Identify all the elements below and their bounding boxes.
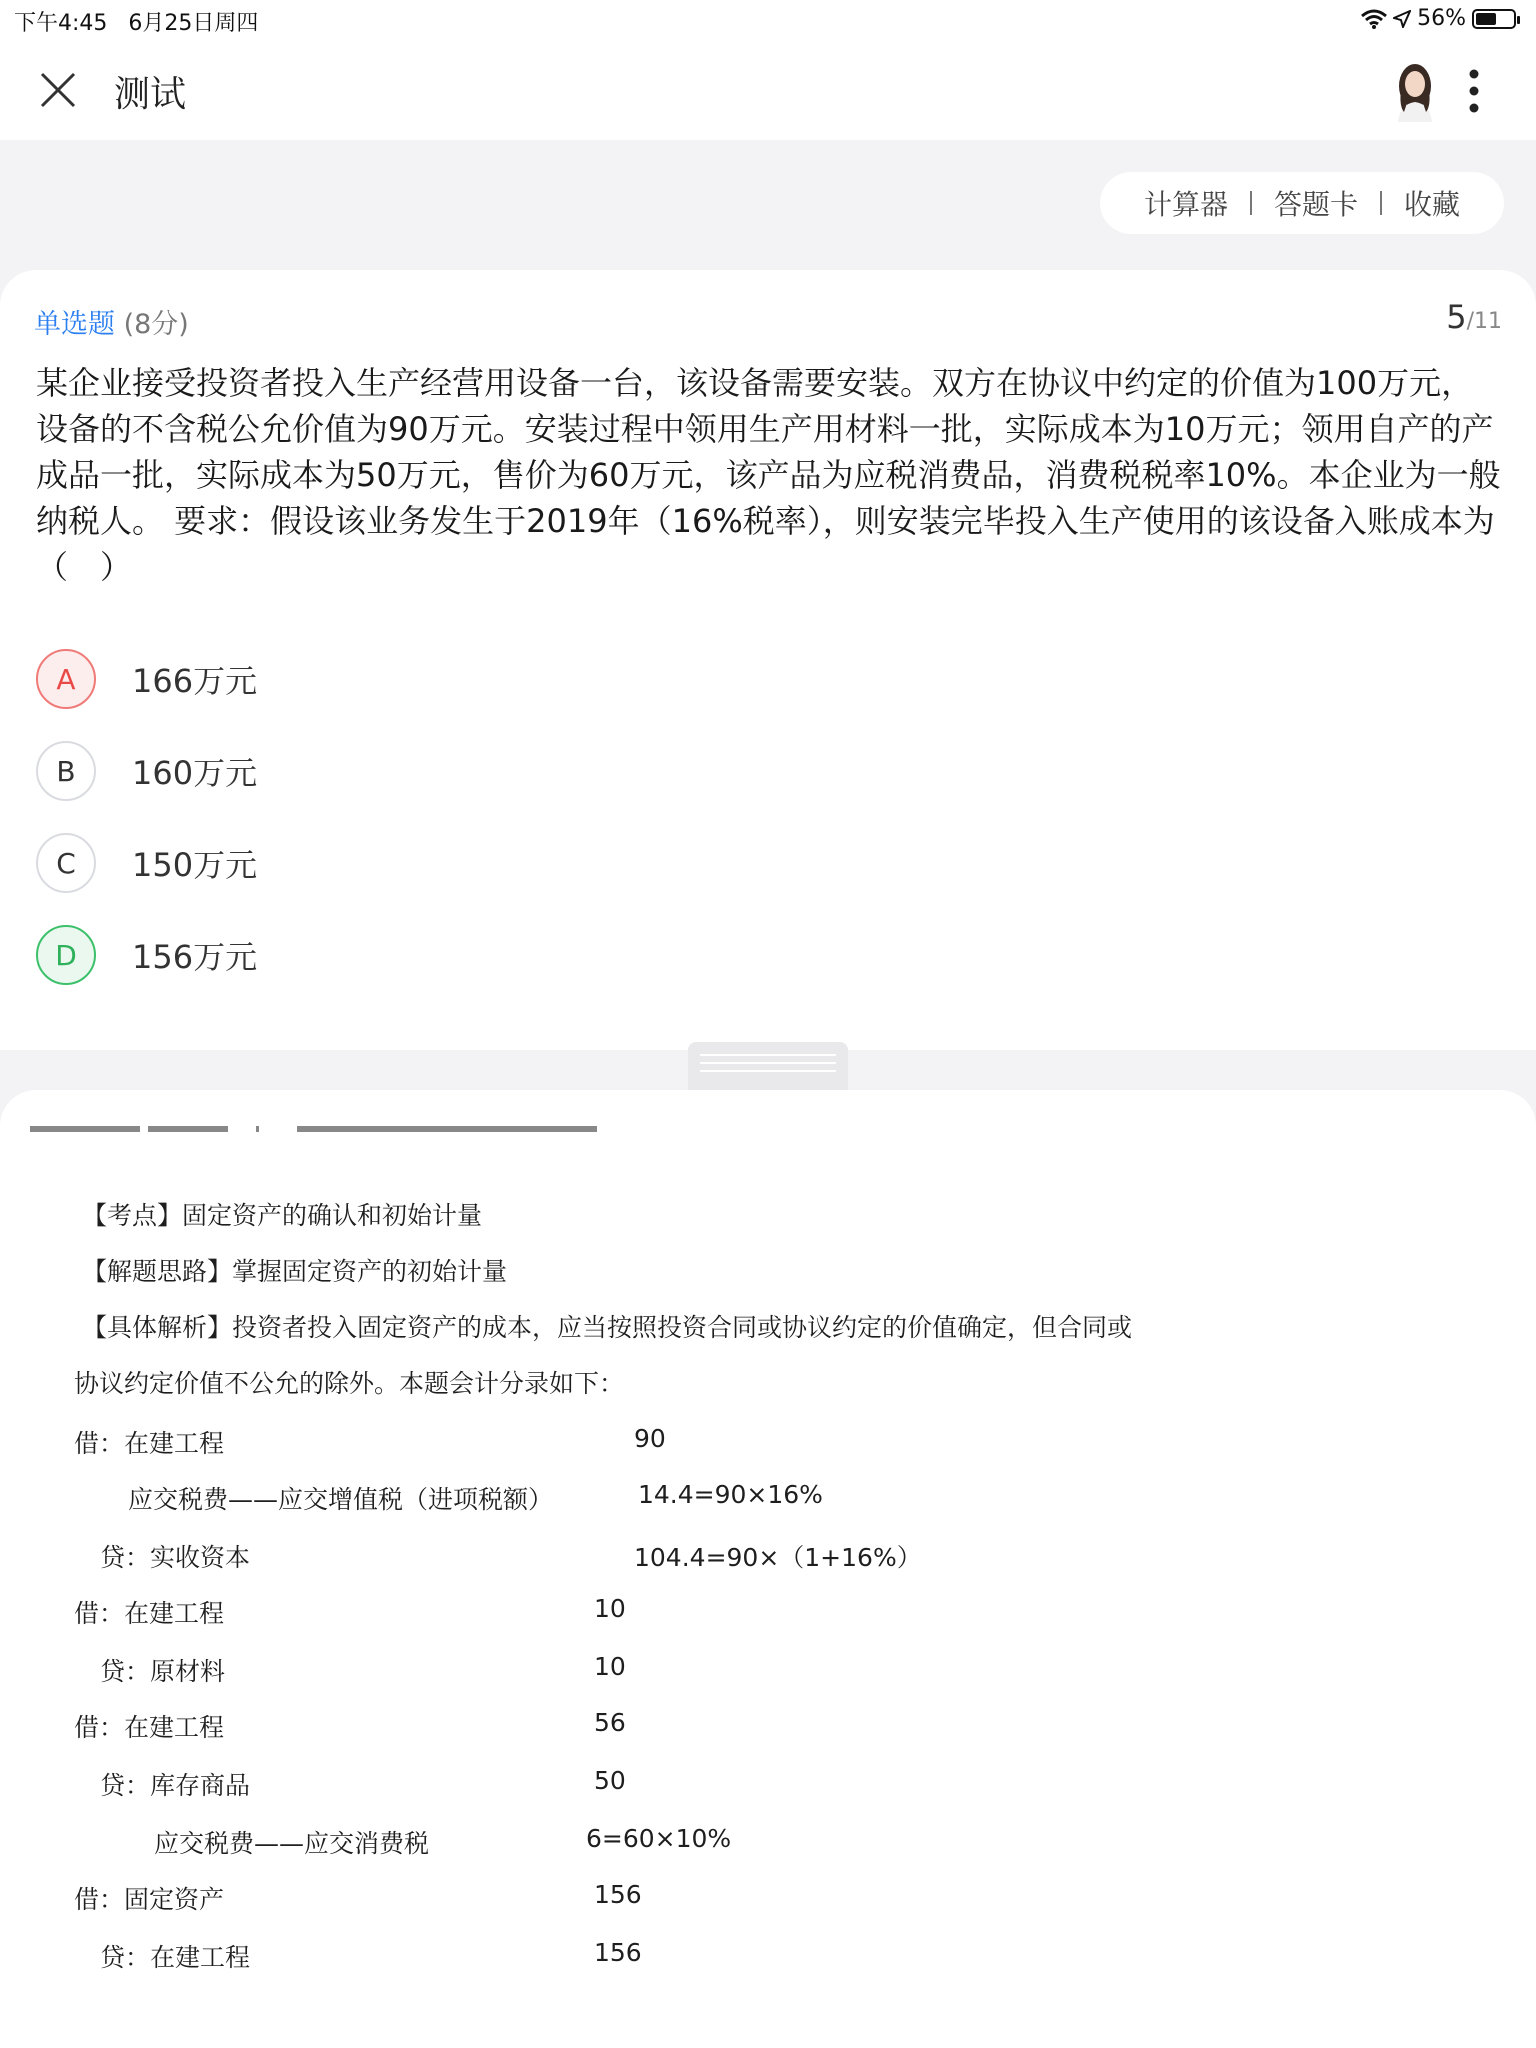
- location-icon: [1393, 10, 1411, 28]
- entry-label: 贷：库存商品: [100, 1771, 251, 1800]
- entry-value: 104.4=90×（1+16%）: [634, 1543, 922, 1572]
- status-right: [1361, 6, 1516, 31]
- option-text: 156万元: [132, 938, 258, 976]
- option-letter: A: [36, 649, 96, 709]
- close-icon[interactable]: [36, 68, 80, 112]
- entry-value: 14.4=90×16%: [638, 1480, 823, 1509]
- status-time-date: 下午4:45 6月25日周四: [14, 11, 259, 36]
- option-c[interactable]: [36, 830, 257, 896]
- entry-label: 应交税费——应交增值税（进项税额）: [128, 1485, 554, 1514]
- option-b[interactable]: [36, 738, 257, 804]
- question-current: 5: [1446, 298, 1467, 336]
- option-text: 150万元: [132, 846, 258, 884]
- entry-label: 贷：在建工程: [100, 1943, 251, 1972]
- entry-value: 156: [594, 1938, 642, 1967]
- entry-value: 56: [594, 1708, 626, 1737]
- entry-value: 10: [594, 1652, 626, 1681]
- divider: [1380, 191, 1382, 215]
- handle-line: [700, 1070, 836, 1072]
- toolbar-pill: [1100, 172, 1504, 234]
- page-title: 测试: [114, 74, 187, 115]
- question-card: [0, 270, 1536, 1050]
- question-score: (8分): [123, 309, 189, 340]
- analysis-detail: 协议约定价值不公允的除外。本题会计分录如下：: [74, 1369, 625, 1398]
- calculator-button[interactable]: 计算器: [1143, 188, 1228, 221]
- clipped-stats-row: [30, 1118, 630, 1132]
- battery-icon: [1472, 9, 1516, 29]
- handle-line: [700, 1062, 836, 1064]
- avatar[interactable]: [1390, 60, 1440, 122]
- option-letter: C: [36, 833, 96, 893]
- drag-handle[interactable]: [688, 1042, 848, 1092]
- entry-label: 借：在建工程: [74, 1713, 225, 1742]
- entry-value: 90: [634, 1424, 666, 1453]
- analysis-detail: 【具体解析】投资者投入固定资产的成本，应当按照投资合同或协议约定的价值确定，但合同或: [82, 1313, 1133, 1342]
- option-letter: B: [36, 741, 96, 801]
- analysis-key-point: 【考点】固定资产的确认和初始计量: [82, 1201, 483, 1230]
- status-bar: [0, 0, 1536, 40]
- question-text: 某企业接受投资者投入生产经营用设备一台，该设备需要安装。双方在协议中约定的价值为100万元，设备的不含税公允价值为90万元。安装过程中领用生产用材料一批，实际成本为10万元；领用自产的产成品一批，实际成本为50万元，售价为60万元，该产品为应税消费品，消费税税率10%。本企业为一般纳税人。 要求：假设该业务发生于2019年（16%税率），则安装完毕投入生产使用的该设备入账成本为（ ）: [36, 364, 1501, 586]
- handle-line: [700, 1054, 836, 1056]
- entry-label: 借：在建工程: [74, 1599, 225, 1628]
- entry-value: 10: [594, 1594, 626, 1623]
- analysis-approach: 【解题思路】掌握固定资产的初始计量: [82, 1257, 508, 1286]
- entry-value: 6=60×10%: [586, 1824, 732, 1853]
- option-text: 166万元: [132, 662, 258, 700]
- entry-value: 156: [594, 1880, 642, 1909]
- divider: [1250, 191, 1252, 215]
- entry-label: 借：在建工程: [74, 1429, 225, 1458]
- wifi-icon: [1361, 9, 1387, 29]
- more-vertical-icon[interactable]: [1464, 66, 1484, 116]
- entry-label: 借：固定资产: [74, 1885, 225, 1914]
- entry-label: 贷：原材料: [100, 1657, 226, 1686]
- option-letter: D: [36, 925, 96, 985]
- question-total: /11: [1466, 309, 1502, 334]
- option-d[interactable]: [36, 922, 257, 988]
- option-text: 160万元: [132, 754, 258, 792]
- answer-card-button[interactable]: 答题卡: [1273, 188, 1358, 221]
- entry-label: 应交税费——应交消费税: [154, 1829, 430, 1858]
- battery-percent: 56%: [1417, 6, 1466, 31]
- nav-bar: [0, 40, 1536, 140]
- analysis-card: [0, 1090, 1536, 2048]
- entry-label: 贷：实收资本: [100, 1543, 251, 1572]
- question-type: [34, 302, 189, 341]
- battery-fill: [1476, 13, 1496, 25]
- question-type-label: 单选题: [34, 309, 115, 340]
- entry-value: 50: [594, 1766, 626, 1795]
- favorite-button[interactable]: 收藏: [1404, 188, 1461, 221]
- question-progress: [1446, 298, 1502, 336]
- option-a[interactable]: [36, 646, 257, 712]
